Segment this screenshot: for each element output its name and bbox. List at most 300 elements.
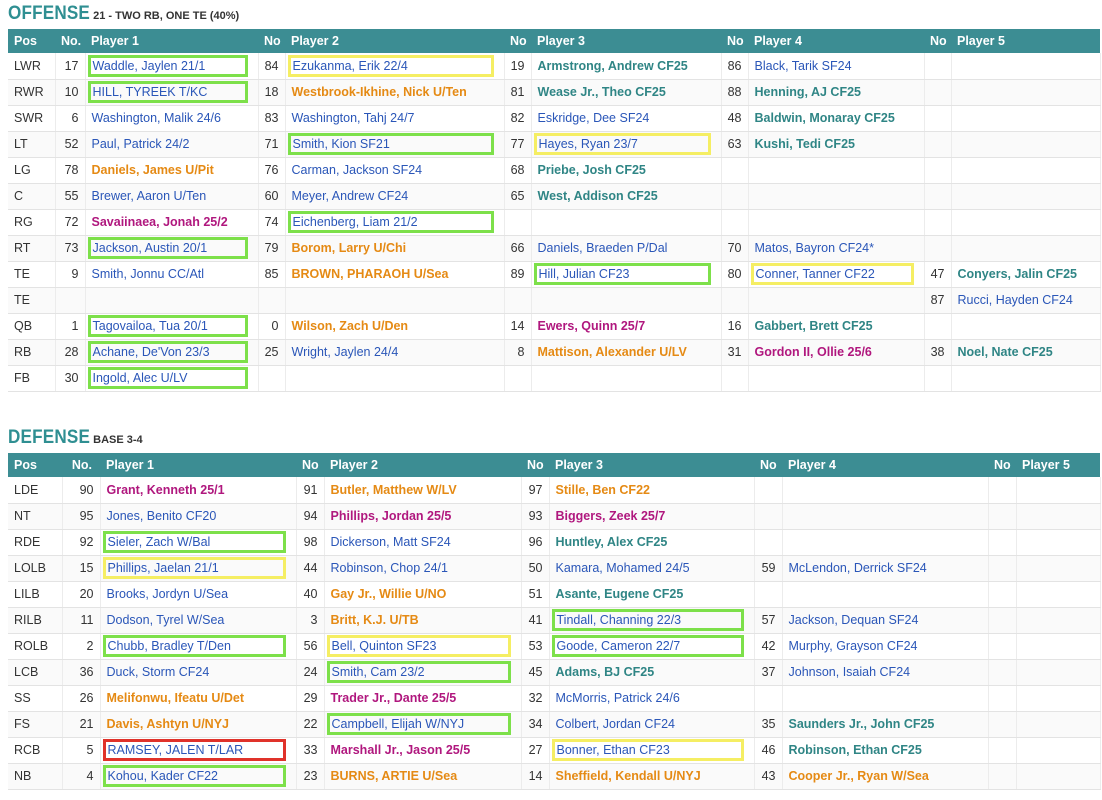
- player-cell: [324, 581, 521, 607]
- player-cell: [285, 105, 504, 131]
- player-cell: [748, 339, 924, 365]
- player-link[interactable]: Dodson, Tyrel W/Sea: [106, 613, 225, 627]
- player-cell: [85, 313, 258, 339]
- jersey-number: 98: [296, 529, 324, 555]
- jersey-number: 55: [55, 183, 85, 209]
- player-cell: [748, 131, 924, 157]
- player-link[interactable]: McLendon, Derrick SF24: [788, 561, 927, 575]
- player-link[interactable]: Tindall, Channing 22/3: [556, 613, 682, 627]
- highlight-box: [751, 263, 914, 285]
- position-label: LT: [8, 131, 55, 157]
- jersey-number: 0: [258, 313, 285, 339]
- jersey-number: [721, 209, 748, 235]
- player-cell: [85, 261, 258, 287]
- player-cell: [748, 157, 924, 183]
- table-row: [8, 607, 1100, 633]
- position-label: RG: [8, 209, 55, 235]
- player-link[interactable]: Chubb, Bradley T/Den: [107, 639, 231, 653]
- jersey-number: [924, 157, 951, 183]
- defense-header-8: Player 4: [782, 453, 988, 477]
- player-link[interactable]: Asante, Eugene CF25: [555, 587, 684, 601]
- jersey-number: 51: [521, 581, 549, 607]
- player-cell: [100, 555, 296, 581]
- defense-header-2: Player 1: [100, 453, 296, 477]
- player-cell: [100, 477, 296, 503]
- jersey-number: 91: [296, 477, 324, 503]
- highlight-box: [88, 315, 248, 337]
- table-row: [8, 633, 1100, 659]
- player-link[interactable]: West, Addison CF25: [537, 189, 658, 203]
- table-row: [8, 737, 1100, 763]
- player-link[interactable]: Sheffield, Kendall U/NYJ: [555, 769, 701, 783]
- player-cell: [748, 287, 924, 313]
- player-cell: [549, 529, 754, 555]
- jersey-number: 77: [504, 131, 531, 157]
- player-cell: [285, 209, 504, 235]
- player-cell: [85, 287, 258, 313]
- player-link[interactable]: Huntley, Alex CF25: [555, 535, 668, 549]
- jersey-number: [988, 633, 1016, 659]
- player-cell: [285, 183, 504, 209]
- jersey-number: [504, 365, 531, 391]
- jersey-number: [754, 685, 782, 711]
- position-label: NB: [8, 763, 62, 789]
- jersey-number: 22: [296, 711, 324, 737]
- jersey-number: 44: [296, 555, 324, 581]
- jersey-number: [988, 529, 1016, 555]
- jersey-number: [988, 737, 1016, 763]
- player-link[interactable]: Daniels, Braeden P/Dal: [537, 241, 668, 255]
- position-label: C: [8, 183, 55, 209]
- player-link[interactable]: Wright, Jaylen 24/4: [291, 345, 399, 359]
- player-cell: [100, 737, 296, 763]
- table-row: [8, 261, 1100, 287]
- player-link[interactable]: HILL, TYREEK T/KC: [92, 85, 208, 99]
- jersey-number: 29: [296, 685, 324, 711]
- player-cell: [1016, 555, 1100, 581]
- player-cell: [85, 365, 258, 391]
- highlight-box: [88, 237, 248, 259]
- jersey-number: 66: [504, 235, 531, 261]
- player-link[interactable]: Daniels, James U/Pit: [91, 163, 214, 177]
- player-cell: [85, 79, 258, 105]
- jersey-number: 4: [62, 763, 100, 789]
- player-cell: [549, 503, 754, 529]
- player-link[interactable]: Mattison, Alexander U/LV: [537, 345, 687, 359]
- player-link[interactable]: Melifonwu, Ifeatu U/Det: [106, 691, 244, 705]
- player-link[interactable]: Ezukanma, Erik 22/4: [292, 58, 408, 73]
- player-link[interactable]: Matos, Bayron CF24*: [754, 241, 874, 255]
- player-link[interactable]: Borom, Larry U/Chi: [291, 241, 407, 255]
- player-cell: [531, 365, 721, 391]
- offense-title: OFFENSE 21 - TWO RB, ONE TE (40%): [8, 3, 240, 24]
- player-link[interactable]: Duck, Storm CF24: [106, 665, 210, 679]
- player-link[interactable]: Phillips, Jaelan 21/1: [107, 561, 219, 575]
- player-link[interactable]: Kohou, Kader CF22: [107, 769, 218, 783]
- player-link[interactable]: Biggers, Zeek 25/7: [555, 509, 666, 523]
- player-cell: [748, 235, 924, 261]
- player-cell: [285, 261, 504, 287]
- position-label: RILB: [8, 607, 62, 633]
- player-cell: [748, 79, 924, 105]
- player-link[interactable]: Gabbert, Brett CF25: [754, 319, 873, 333]
- offense-header-6: Player 3: [531, 29, 721, 53]
- player-cell: [324, 607, 521, 633]
- jersey-number: 37: [754, 659, 782, 685]
- jersey-number: 23: [296, 763, 324, 789]
- jersey-number: 90: [62, 477, 100, 503]
- player-link[interactable]: RAMSEY, JALEN T/LAR: [107, 743, 244, 757]
- jersey-number: 36: [62, 659, 100, 685]
- highlight-box: [103, 765, 286, 787]
- position-label: RCB: [8, 737, 62, 763]
- player-link[interactable]: Carman, Jackson SF24: [291, 163, 423, 177]
- defense-depth-chart: [8, 453, 1101, 790]
- player-link[interactable]: Conner, Tanner CF22: [755, 267, 875, 281]
- player-cell: [951, 313, 1100, 339]
- jersey-number: 19: [504, 53, 531, 79]
- player-link[interactable]: Adams, BJ CF25: [555, 665, 655, 679]
- jersey-number: [988, 659, 1016, 685]
- highlight-box: [103, 635, 286, 657]
- player-link[interactable]: Sieler, Zach W/Bal: [107, 535, 211, 549]
- table-row: [8, 313, 1100, 339]
- jersey-number: 95: [62, 503, 100, 529]
- player-cell: [531, 339, 721, 365]
- player-cell: [951, 339, 1100, 365]
- player-link[interactable]: Black, Tarik SF24: [754, 58, 852, 73]
- player-cell: [1016, 659, 1100, 685]
- table-row: [8, 209, 1100, 235]
- jersey-number: 25: [258, 339, 285, 365]
- player-cell: [531, 157, 721, 183]
- table-row: [8, 503, 1100, 529]
- player-link[interactable]: Jackson, Dequan SF24: [788, 613, 919, 627]
- highlight-box: [103, 531, 286, 553]
- offense-header-2: Player 1: [85, 29, 258, 53]
- player-link[interactable]: Meyer, Andrew CF24: [291, 189, 409, 203]
- position-label: RWR: [8, 79, 55, 105]
- player-link[interactable]: Johnson, Isaiah CF24: [788, 665, 911, 679]
- player-cell: [782, 737, 988, 763]
- player-link[interactable]: Rucci, Hayden CF24: [957, 293, 1073, 307]
- position-label: LOLB: [8, 555, 62, 581]
- jersey-number: [988, 503, 1016, 529]
- player-link[interactable]: Achane, De'Von 23/3: [92, 345, 210, 359]
- player-link[interactable]: Brewer, Aaron U/Ten: [91, 189, 207, 203]
- defense-header-row: [8, 453, 1100, 477]
- player-link[interactable]: Smith, Kion SF21: [292, 137, 390, 151]
- jersey-number: 6: [55, 105, 85, 131]
- player-link[interactable]: Westbrook-Ikhine, Nick U/Ten: [291, 85, 467, 99]
- highlight-box: [288, 55, 494, 77]
- defense-header-10: Player 5: [1016, 453, 1100, 477]
- defense-header-3: No: [296, 453, 324, 477]
- jersey-number: [988, 555, 1016, 581]
- player-cell: [782, 711, 988, 737]
- jersey-number: 14: [504, 313, 531, 339]
- offense-header-3: No: [258, 29, 285, 53]
- player-link[interactable]: Waddle, Jaylen 21/1: [92, 58, 206, 73]
- player-cell: [100, 659, 296, 685]
- player-link[interactable]: Marshall Jr., Jason 25/5: [330, 743, 471, 757]
- player-link[interactable]: Kamara, Mohamed 24/5: [555, 561, 690, 575]
- jersey-number: 71: [258, 131, 285, 157]
- jersey-number: 14: [521, 763, 549, 789]
- jersey-number: 47: [924, 261, 951, 287]
- player-link[interactable]: Kushi, Tedi CF25: [754, 137, 855, 151]
- highlight-box: [534, 263, 711, 285]
- player-link[interactable]: Eskridge, Dee SF24: [537, 111, 650, 125]
- jersey-number: 8: [504, 339, 531, 365]
- player-link[interactable]: Smith, Jonnu CC/Atl: [91, 267, 205, 281]
- jersey-number: 38: [924, 339, 951, 365]
- player-cell: [324, 633, 521, 659]
- player-link[interactable]: Goode, Cameron 22/7: [556, 639, 681, 653]
- jersey-number: 80: [721, 261, 748, 287]
- jersey-number: 10: [55, 79, 85, 105]
- player-link[interactable]: Noel, Nate CF25: [957, 345, 1053, 359]
- offense-header-7: No: [721, 29, 748, 53]
- player-link[interactable]: Smith, Cam 23/2: [331, 665, 425, 679]
- table-row: [8, 529, 1100, 555]
- position-label: QB: [8, 313, 55, 339]
- position-label: NT: [8, 503, 62, 529]
- jersey-number: [754, 477, 782, 503]
- jersey-number: [754, 581, 782, 607]
- player-cell: [549, 685, 754, 711]
- player-link[interactable]: Jackson, Austin 20/1: [92, 241, 208, 255]
- player-link[interactable]: Butler, Matthew W/LV: [330, 482, 457, 497]
- position-label: LILB: [8, 581, 62, 607]
- player-cell: [951, 131, 1100, 157]
- player-cell: [1016, 685, 1100, 711]
- player-cell: [748, 183, 924, 209]
- player-link[interactable]: Cooper Jr., Ryan W/Sea: [788, 769, 929, 783]
- jersey-number: 28: [55, 339, 85, 365]
- defense-header-7: No: [754, 453, 782, 477]
- player-link[interactable]: Tagovailoa, Tua 20/1: [92, 319, 208, 333]
- player-link[interactable]: Bonner, Ethan CF23: [556, 743, 670, 757]
- player-cell: [285, 313, 504, 339]
- table-row: [8, 365, 1100, 391]
- player-link[interactable]: Grant, Kenneth 25/1: [106, 482, 225, 497]
- jersey-number: 65: [504, 183, 531, 209]
- player-cell: [782, 685, 988, 711]
- player-cell: [100, 633, 296, 659]
- player-cell: [782, 633, 988, 659]
- offense-header-5: No: [504, 29, 531, 53]
- player-cell: [549, 659, 754, 685]
- player-cell: [549, 607, 754, 633]
- player-link[interactable]: Hayes, Ryan 23/7: [538, 137, 638, 151]
- jersey-number: [721, 287, 748, 313]
- player-cell: [951, 105, 1100, 131]
- player-cell: [285, 339, 504, 365]
- jersey-number: 43: [754, 763, 782, 789]
- player-link[interactable]: Britt, K.J. U/TB: [330, 613, 419, 627]
- player-cell: [549, 555, 754, 581]
- jersey-number: 42: [754, 633, 782, 659]
- player-cell: [324, 555, 521, 581]
- position-label: RT: [8, 235, 55, 261]
- jersey-number: 24: [296, 659, 324, 685]
- table-row: [8, 659, 1100, 685]
- highlight-box: [288, 133, 494, 155]
- jersey-number: [988, 581, 1016, 607]
- table-row: [8, 53, 1100, 79]
- jersey-number: 57: [754, 607, 782, 633]
- jersey-number: 60: [258, 183, 285, 209]
- jersey-number: [924, 131, 951, 157]
- player-cell: [324, 529, 521, 555]
- player-cell: [85, 105, 258, 131]
- jersey-number: [988, 685, 1016, 711]
- jersey-number: [988, 711, 1016, 737]
- position-label: TE: [8, 261, 55, 287]
- player-cell: [531, 235, 721, 261]
- player-cell: [85, 339, 258, 365]
- jersey-number: 26: [62, 685, 100, 711]
- player-link[interactable]: Robinson, Ethan CF25: [788, 743, 922, 757]
- jersey-number: 17: [55, 53, 85, 79]
- table-row: [8, 183, 1100, 209]
- player-link[interactable]: Ingold, Alec U/LV: [92, 371, 188, 385]
- jersey-number: 16: [721, 313, 748, 339]
- player-link[interactable]: Washington, Malik 24/6: [91, 111, 221, 125]
- table-row: [8, 711, 1100, 737]
- player-link[interactable]: Washington, Tahj 24/7: [291, 111, 415, 125]
- position-label: LCB: [8, 659, 62, 685]
- offense-header-9: No: [924, 29, 951, 53]
- player-cell: [951, 79, 1100, 105]
- player-link[interactable]: Campbell, Elijah W/NYJ: [331, 717, 465, 731]
- player-cell: [782, 555, 988, 581]
- table-row: [8, 79, 1100, 105]
- player-cell: [748, 53, 924, 79]
- player-link[interactable]: Gordon II, Ollie 25/6: [754, 345, 872, 359]
- player-link[interactable]: Conyers, Jalin CF25: [957, 267, 1077, 281]
- jersey-number: 18: [258, 79, 285, 105]
- player-link[interactable]: Trader Jr., Dante 25/5: [330, 691, 457, 705]
- player-link[interactable]: Robinson, Chop 24/1: [330, 561, 448, 575]
- player-link[interactable]: Gay Jr., Willie U/NO: [330, 587, 447, 601]
- jersey-number: 89: [504, 261, 531, 287]
- table-row: [8, 339, 1100, 365]
- jersey-number: 9: [55, 261, 85, 287]
- jersey-number: 93: [521, 503, 549, 529]
- highlight-box: [327, 713, 511, 735]
- position-label: FB: [8, 365, 55, 391]
- jersey-number: [754, 529, 782, 555]
- player-link[interactable]: Dickerson, Matt SF24: [330, 535, 451, 549]
- player-link[interactable]: Armstrong, Andrew CF25: [537, 58, 688, 73]
- player-link[interactable]: Paul, Patrick 24/2: [91, 137, 190, 151]
- player-link[interactable]: Stille, Ben CF22: [555, 482, 650, 497]
- offense-header-8: Player 4: [748, 29, 924, 53]
- player-cell: [100, 581, 296, 607]
- player-cell: [951, 183, 1100, 209]
- player-link[interactable]: Hill, Julian CF23: [538, 267, 630, 281]
- player-link[interactable]: Henning, AJ CF25: [754, 85, 861, 99]
- player-cell: [285, 157, 504, 183]
- player-link[interactable]: Phillips, Jordan 25/5: [330, 509, 452, 523]
- player-cell: [951, 157, 1100, 183]
- player-link[interactable]: Bell, Quinton SF23: [331, 639, 437, 653]
- highlight-box: [552, 609, 744, 631]
- offense-header-4: Player 2: [285, 29, 504, 53]
- player-link[interactable]: Davis, Ashtyn U/NYJ: [106, 717, 229, 731]
- offense-header-10: Player 5: [951, 29, 1100, 53]
- jersey-number: 1: [55, 313, 85, 339]
- player-link[interactable]: BROWN, PHARAOH U/Sea: [291, 267, 449, 281]
- jersey-number: 45: [521, 659, 549, 685]
- jersey-number: [504, 209, 531, 235]
- player-cell: [531, 131, 721, 157]
- jersey-number: 53: [521, 633, 549, 659]
- highlight-box: [552, 739, 744, 761]
- player-link[interactable]: Wilson, Zach U/Den: [291, 319, 409, 333]
- player-link[interactable]: Savaiinaea, Jonah 25/2: [91, 215, 228, 229]
- player-link[interactable]: McMorris, Patrick 24/6: [555, 691, 680, 705]
- jersey-number: 41: [521, 607, 549, 633]
- player-link[interactable]: BURNS, ARTIE U/Sea: [330, 769, 458, 783]
- player-cell: [531, 261, 721, 287]
- player-cell: [531, 183, 721, 209]
- jersey-number: 30: [55, 365, 85, 391]
- player-link[interactable]: Ewers, Quinn 25/7: [537, 319, 646, 333]
- player-cell: [324, 659, 521, 685]
- highlight-box: [88, 81, 248, 103]
- player-link[interactable]: Priebe, Josh CF25: [537, 163, 646, 177]
- player-cell: [782, 659, 988, 685]
- player-link[interactable]: Saunders Jr., John CF25: [788, 717, 935, 731]
- table-row: [8, 581, 1100, 607]
- player-link[interactable]: Eichenberg, Liam 21/2: [292, 215, 418, 229]
- player-cell: [951, 365, 1100, 391]
- jersey-number: 83: [258, 105, 285, 131]
- player-link[interactable]: Colbert, Jordan CF24: [555, 717, 676, 731]
- player-link[interactable]: Wease Jr., Theo CF25: [537, 85, 666, 99]
- player-cell: [748, 105, 924, 131]
- jersey-number: 2: [62, 633, 100, 659]
- highlight-box: [103, 557, 286, 579]
- jersey-number: 79: [258, 235, 285, 261]
- player-link[interactable]: Brooks, Jordyn U/Sea: [106, 587, 229, 601]
- highlight-box: [327, 635, 511, 657]
- player-cell: [748, 261, 924, 287]
- jersey-number: 74: [258, 209, 285, 235]
- jersey-number: 20: [62, 581, 100, 607]
- jersey-number: 48: [721, 105, 748, 131]
- player-cell: [285, 235, 504, 261]
- player-cell: [285, 365, 504, 391]
- jersey-number: 35: [754, 711, 782, 737]
- position-label: RDE: [8, 529, 62, 555]
- player-cell: [1016, 711, 1100, 737]
- player-link[interactable]: Murphy, Grayson CF24: [788, 639, 918, 653]
- player-link[interactable]: Baldwin, Monaray CF25: [754, 111, 895, 125]
- player-cell: [748, 209, 924, 235]
- highlight-box: [534, 133, 711, 155]
- player-link[interactable]: Jones, Benito CF20: [106, 509, 217, 523]
- defense-header-4: Player 2: [324, 453, 521, 477]
- jersey-number: [924, 235, 951, 261]
- jersey-number: 11: [62, 607, 100, 633]
- player-cell: [531, 313, 721, 339]
- player-cell: [1016, 763, 1100, 789]
- jersey-number: 59: [754, 555, 782, 581]
